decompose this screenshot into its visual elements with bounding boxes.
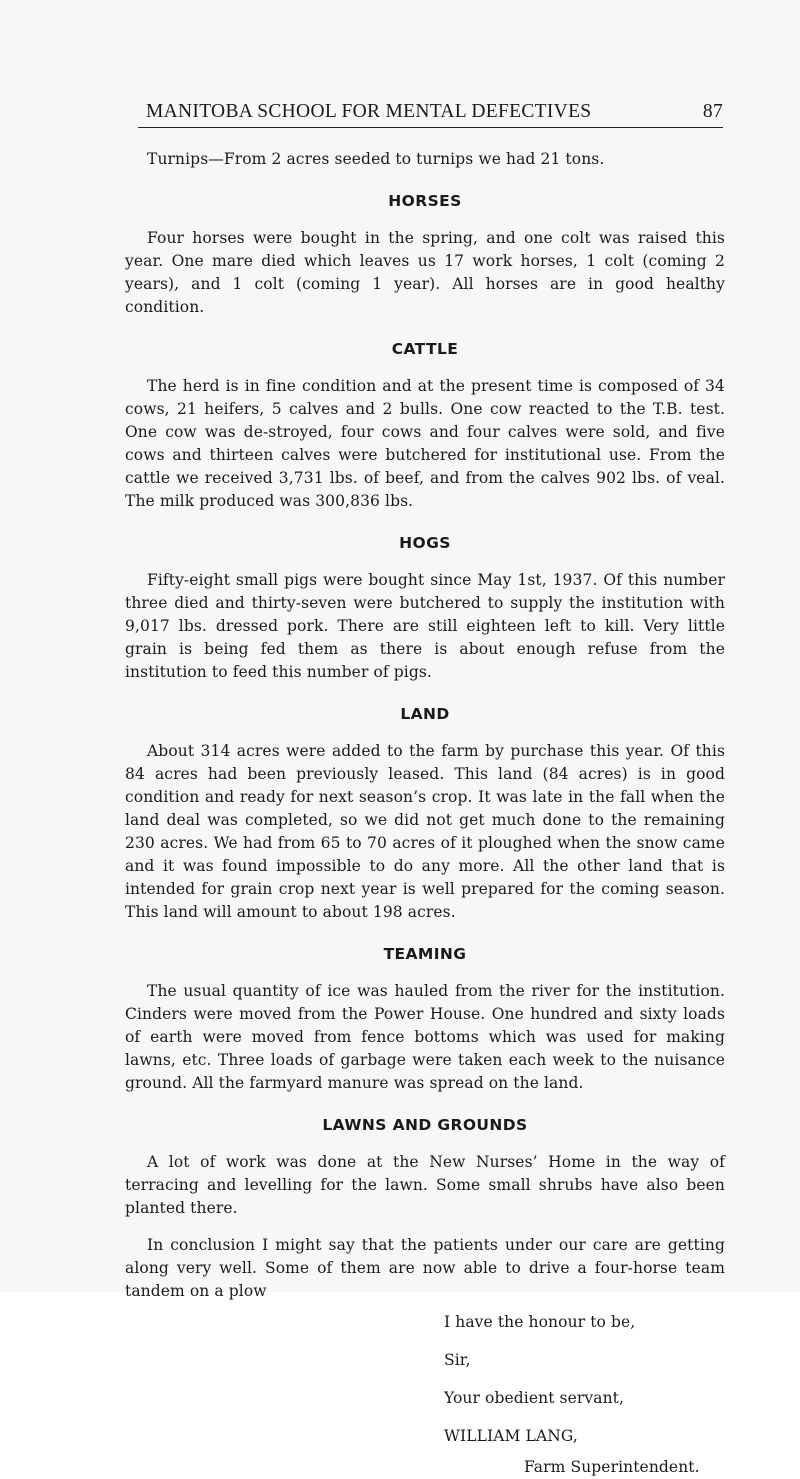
hogs-paragraph: Fifty-eight small pigs were bought since May 1st, 1937. Of this number three died and thirty-seven were butchered to supply the institution with 9,017 lbs. dressed pork. There are still eighteen left to kill. Very little grain is being fed them as there is about enough refuse from the institution to feed this number of pigs. — [125, 571, 725, 681]
closing-line-honour: I have the honour to be, — [444, 1313, 636, 1331]
land-paragraph: About 314 acres were added to the farm by purchase this year. Of this 84 acres had been previously leased. This land (84 acres) is in good condition and ready for next season’s crop. It was late in the fall when the land deal was completed, so we did not get much done to the remaining 230 acres. We had from 65 to 70 acres of it ploughed when the snow came and it was found impossible to do any more. All the other land that is intended for grain crop next year is well prepared for the coming season. This land will amount to about 198 acres. — [125, 742, 725, 921]
land-heading: LAND — [400, 705, 450, 723]
closing-line-servant: Your obedient servant, — [444, 1389, 625, 1407]
lawns-heading: LAWNS AND GROUNDS — [322, 1116, 528, 1134]
signature-role: Farm Superintendent. — [524, 1458, 700, 1476]
header-title: MANITOBA SCHOOL FOR MENTAL DEFECTIVES — [146, 101, 592, 122]
lawns-paragraph: A lot of work was done at the New Nurses’ Home in the way of terracing and levelling for the lawn. Some small shrubs have also been planted there. — [125, 1153, 725, 1217]
conclusion-paragraph: In conclusion I might say that the patients under our care are getting along very well. Some of them are now able to drive a four-horse team tandem on a plow — [125, 1236, 725, 1300]
closing-block — [444, 1311, 725, 1479]
closing-line-sir: Sir, — [444, 1351, 471, 1369]
teaming-heading: TEAMING — [383, 945, 467, 963]
teaming-paragraph: The usual quantity of ice was hauled from the river for the institution. Cinders were moved from the Power House. One hundred and sixty loads of earth were moved from fence bottoms which was used for making lawns, etc. Three loads of garbage were taken each week to the nuisance ground. All the farmyard manure was spread on the land. — [125, 982, 725, 1092]
horses-heading: HORSES — [388, 192, 462, 210]
turnips-paragraph: Turnips—From 2 acres seeded to turnips we had 21 tons. — [147, 150, 605, 168]
header-rule — [138, 127, 723, 128]
report-body — [125, 148, 725, 1479]
cattle-heading: CATTLE — [391, 340, 459, 358]
hogs-heading: HOGS — [399, 534, 451, 552]
cattle-paragraph: The herd is in fine condition and at the present time is composed of 34 cows, 21 heifers, 5 calves and 2 bulls. One cow reacted to the T.B. test. One cow was de-stroyed, four cows and four calves were sold, and five cows and thirteen calves were butchered for institutional use. From the cattle we received 3,731 lbs. of beef, and from the calves 902 lbs. of veal. The milk produced was 300,836 lbs. — [125, 377, 725, 510]
horses-paragraph: Four horses were bought in the spring, and one colt was raised this year. One mare died which leaves us 17 work horses, 1 colt (coming 2 years), and 1 colt (coming 1 year). All horses are in good healthy condition. — [125, 229, 725, 316]
signature-name: WILLIAM LANG, — [444, 1427, 578, 1445]
page-number: 87 — [702, 101, 723, 122]
